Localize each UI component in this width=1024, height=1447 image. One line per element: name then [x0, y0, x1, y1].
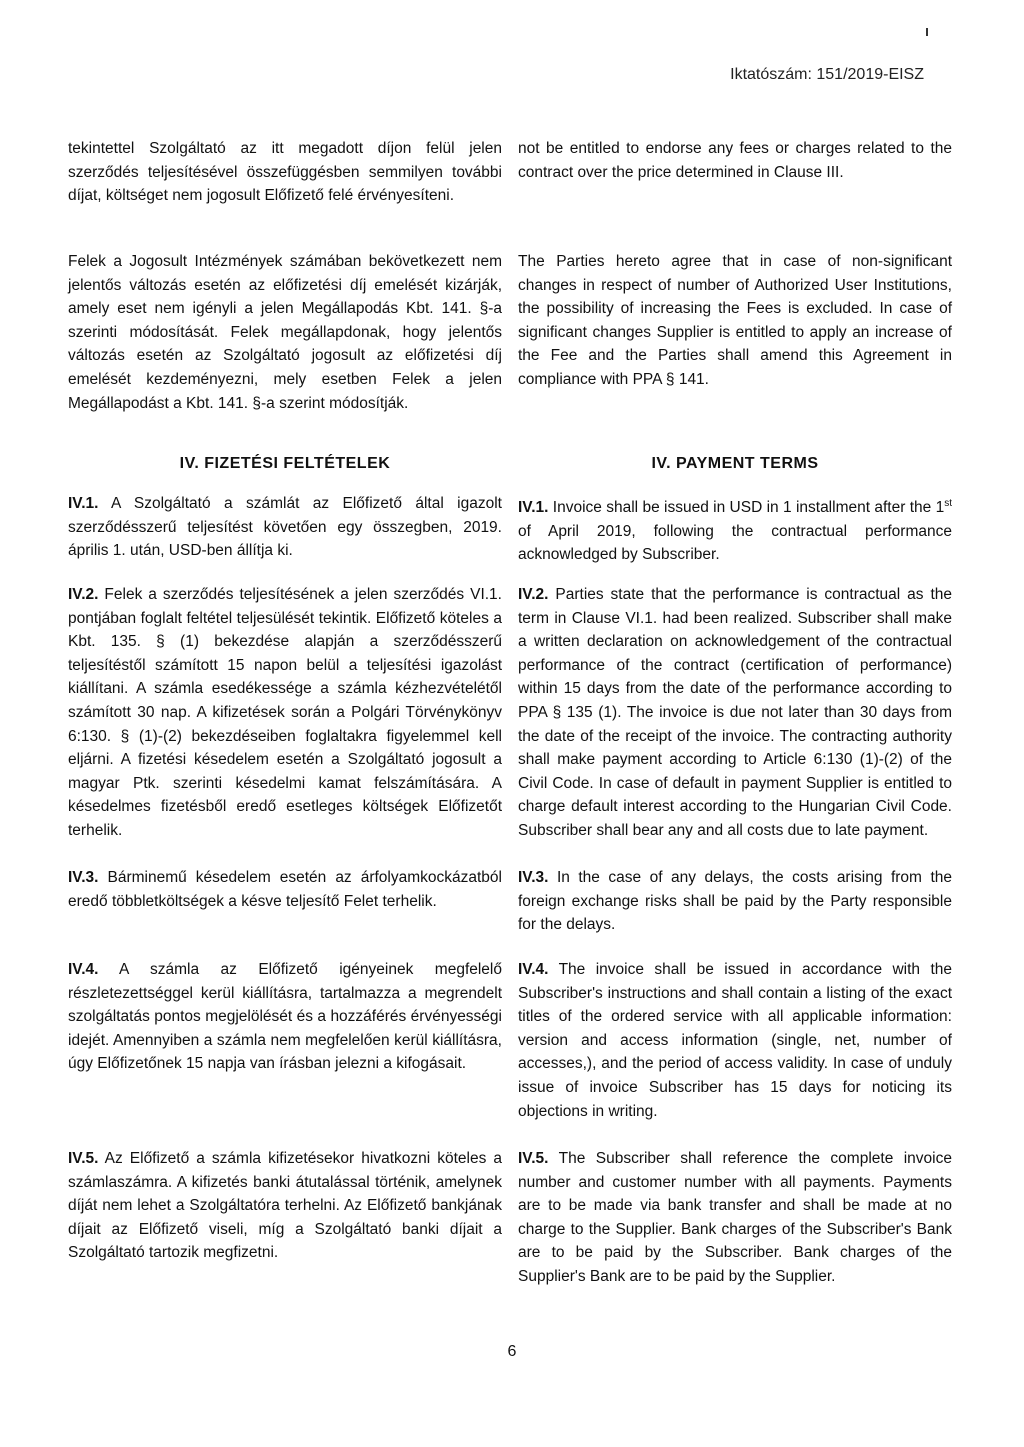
clause-text: Parties state that the performance is contractual as the term in Clause VI.1. had been realized. Subscriber shall make a written declaration on acknowledgement of the contractual performance of the contract (certification of performance) within 15 days from the date of the performance according to PPA § 135 (1). The invoice is due not later than 30 days from the date of the receipt of the invoice. The contracting authority shall make payment according to Article 6:130 (1)-(2) of the Civil Code. In case of default in payment Supplier is entitled to charge default interest according to the Hungarian Civil Code. Subscriber shall bear any and all costs due to late payment. — [518, 586, 952, 839]
right-clause-iv2 — [518, 583, 952, 843]
clause-number: IV.4. — [68, 961, 99, 978]
right-continued-paragraph: not be entitled to endorse any fees or charges related to the contract over the price determined in Clause III. — [518, 140, 952, 181]
left-paragraph-changes: Felek a Jogosult Intézmények számában bekövetkezett nem jelentős változás esetén az előfizetési díj emelését kizárják, amely eset nem igényli a jelen Megállapodás Kbt. 141. §-a szerinti módosítását. Felek megállapdonak, hogy jelentős változás esetén az Szolgáltató jogosult az előfizetési díj emelését kezdeményezni, mely esetben Felek a jelen Megállapodást a Kbt. 141. §-a szerint módosítják. — [68, 253, 502, 412]
left-clause-iv2 — [68, 583, 502, 843]
clause-text: Invoice shall be issued in USD in 1 installment after the 1 — [548, 499, 945, 517]
clause-text: Az Előfizető a számla kifizetésekor hivatkozni köteles a számlaszámra. A kifizetés banki átutalással történik, amelynek díját nem lehet a Szolgáltatóra terhelni. Az Előfizető bankjának díjait az Előfizető viseli, míg a Szolgáltató banki díjait a Szolgáltató tartozik megfizetni. — [68, 1150, 502, 1262]
clause-number: IV.1. — [518, 499, 549, 517]
clause-number: IV.2. — [68, 586, 99, 603]
clause-number: IV.4. — [518, 961, 549, 978]
clause-text: Bárminemű késedelem esetén az árfolyamkockázatból eredő többletköltségek a késve teljesítő Felet terhelik. — [68, 869, 502, 910]
right-clause-iv1 — [518, 492, 952, 567]
clause-number: IV.1. — [68, 495, 99, 512]
reference-number: Iktatószám: 151/2019-EISZ — [730, 66, 924, 83]
clause-text: A Szolgáltató a számlát az Előfizető által igazolt szerződésszerű teljesítést követően egy összegben, 2019. április 1. után, USD-ben állítja ki. — [68, 495, 502, 560]
ordinal-suffix: st — [944, 498, 952, 509]
clause-text: In the case of any delays, the costs arising from the foreign exchange risks shall be paid by the Party responsible for the delays. — [518, 869, 952, 934]
left-continued-paragraph: tekintettel Szolgáltató az itt megadott díjon felül jelen szerződés teljesítésével összefüggésben semmilyen további díjat, költséget nem jogosult Előfizető felé érvényesíteni. — [68, 140, 502, 205]
clause-number: IV.5. — [518, 1150, 549, 1167]
right-section-heading: IV. PAYMENT TERMS — [651, 455, 819, 472]
clause-text: A számla az Előfizető igényeinek megfelelő részletezettséggel kerül kiállításra, tartalmazza a megrendelt szolgáltatás pontos megjelölését és a hozzáférés érvényességi idejét. Amennyiben a számla nem megfelelően kerül kiállításra, úgy Előfizetőnek 15 napja van írásban jelezni a kifogásait. — [68, 961, 502, 1073]
clause-number: IV.5. — [68, 1150, 99, 1167]
left-clause-iv4 — [68, 958, 502, 1076]
right-clause-iv5 — [518, 1147, 952, 1289]
page-number: 6 — [507, 1343, 517, 1360]
clause-text: Felek a szerződés teljesítésének a jelen szerződés VI.1. pontjában foglalt feltétel teljesülését tekintik. Előfizető köteles a Kbt. 135. § (1) bekezdése alapján a szerződésszerű teljesítéstől számított 15 napon belül a teljesítési igazolást kiállítani. A számla esedékessége a számla kézhezvételétől számított 30 nap. A kifizetések során a Polgári Törvénykönyv 6:130. § (1)-(2) bekezdéseiben foglaltakra figyelemmel kell eljárni. A fizetési késedelem esetén a Szolgáltató jogosult a magyar Ptk. szerinti késedelmi kamat felszámítására. A késedelmes fizetésből eredő esetleges költségek Előfizetőt terhelik. — [68, 586, 502, 839]
clause-text-cont: of April 2019, following the contractual performance acknowledged by Subscriber. — [518, 522, 952, 564]
right-clause-iv4 — [518, 958, 952, 1123]
left-clause-iv1 — [68, 492, 502, 563]
left-section-heading: IV. FIZETÉSI FELTÉTELEK — [179, 455, 391, 472]
right-clause-iv3 — [518, 866, 952, 937]
left-clause-iv3 — [68, 866, 502, 913]
clause-text: The invoice shall be issued in accordance with the Subscriber's instructions and shall contain a listing of the exact titles of the ordered service with all applicable information: version and access information (single, net, number of accesses,), and the period of access validity. In case of unduly issue of invoice Subscriber has 15 days for noticing its objections in writing. — [518, 961, 952, 1120]
left-clause-iv5 — [68, 1147, 502, 1265]
clause-text: The Subscriber shall reference the complete invoice number and customer number with all payments. Payments are to be made via bank transfer and shall be made at no charge to the Supplier. Bank charges of the Subscriber's Bank are to be paid by the Subscriber. Bank charges of the Supplier's Bank are to be paid by the Supplier. — [518, 1150, 952, 1285]
clause-number: IV.3. — [518, 869, 549, 886]
clause-number: IV.3. — [68, 869, 99, 886]
clause-number: IV.2. — [518, 586, 549, 603]
right-paragraph-changes: The Parties hereto agree that in case of non-significant changes in respect of number of Authorized User Institutions, the possibility of increasing the Fees is excluded. In case of significant changes Supplier is entitled to apply an increase of the Fee and the Parties shall amend this Agreement in compliance with PPA § 141. — [518, 253, 952, 388]
scan-mark — [926, 28, 928, 36]
